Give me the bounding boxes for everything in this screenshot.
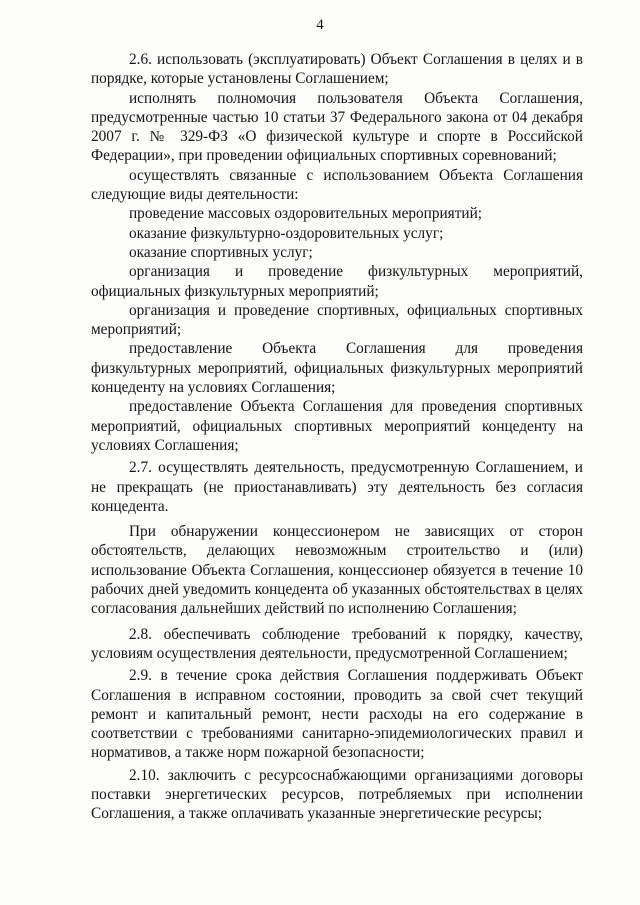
- document-body: [91, 50, 583, 824]
- paragraph-2-9: 2.9. в течение срока действия Соглашения поддерживать Объект Соглашения в исправном состоянии, проводить за свой счет текущий ремонт и капитальный ремонт, нести расходы на его содержание в соответствии с требованиями санитарно-эпидемиологических правил и нормативов, а также норм пожарной безопасности;: [91, 667, 583, 762]
- list-item-mass-events: проведение массовых оздоровительных мероприятий;: [129, 205, 483, 223]
- list-item-fitness-services: оказание физкультурно-оздоровительных услуг;: [129, 224, 444, 242]
- page-number: 4: [316, 17, 324, 33]
- list-item-sport-events: организация и проведение спортивных, официальных спортивных мероприятий;: [91, 301, 583, 339]
- paragraph-activities-intro: осуществлять связанные с использованием Объекта Соглашения следующие виды деятельности:: [91, 166, 583, 204]
- list-item-sport-services: оказание спортивных услуг;: [129, 243, 313, 261]
- list-item-provision-sport: предоставление Объекта Соглашения для проведения спортивных мероприятий, официальных спортивных мероприятий концеденту на условиях Соглашения;: [91, 398, 583, 454]
- paragraph-2-8: 2.8. обеспечивать соблюдение требований к порядку, качеству, условиям осуществления деятельности, предусмотренной Соглашением;: [91, 625, 583, 662]
- paragraph-2-10: 2.10. заключить с ресурсоснабжающими организациями договоры поставки энергетических ресурсов, потребляемых при исполнении Соглашения, а также оплачивать указанные энергетические ресурсы;: [91, 766, 583, 823]
- paragraph-circumstances: При обнаружении концессионером не зависящих от сторон обстоятельств, делающих невозможным строительство и (или) использование Объекта Соглашения, концессионер обязуется в течение 10 рабочих дней уведомить концедента об указанных обстоятельствах в целях согласования дальнейших действий по исполнению Соглашения;: [91, 523, 583, 618]
- list-item-physical-culture-events: организация и проведение физкультурных мероприятий, официальных физкультурных мероприятий;: [91, 263, 583, 300]
- paragraph-2-7: 2.7. осуществлять деятельность, предусмотренную Соглашением, и не прекращать (не приостанавливать) эту деятельность без согласия концедента.: [91, 459, 583, 515]
- list-item-provision-physical-culture: предоставление Объекта Соглашения для проведения физкультурных мероприятий, официальных физкультурных мероприятий концеденту на условиях Соглашения;: [91, 340, 583, 397]
- paragraph-user-powers: исполнять полномочия пользователя Объекта Соглашения, предусмотренные частью 10 статьи 37 Федерального закона от 04 декабря 2007 г. № 329-ФЗ «О физической культуре и спорте в Российской Федерации», при проведении официальных спортивных соревнований;: [91, 89, 583, 165]
- paragraph-2-6: 2.6. использовать (эксплуатировать) Объект Соглашения в целях и в порядке, которые установлены Соглашением;: [91, 51, 583, 88]
